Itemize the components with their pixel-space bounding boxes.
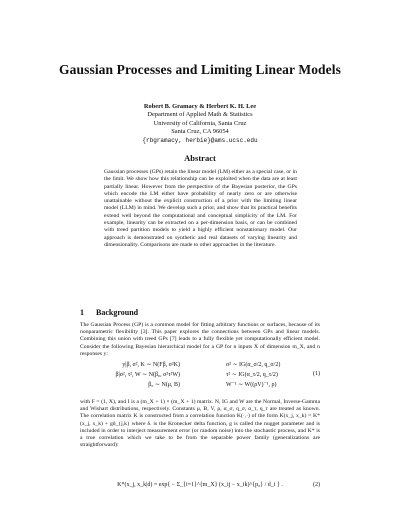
equation-1-right: σ² ∼ IG(α_σ/2, q_σ/2) (226, 362, 281, 368)
section-heading (80, 308, 138, 317)
equation-1-right: W⁻¹ ∼ W((ρV)⁻¹, ρ) (226, 382, 277, 388)
equation-1-right: τ² ∼ IG(α_τ/2, q_τ/2) (226, 372, 278, 378)
background-paragraph-2: with F = (1, X), and I is a (m_X + 1) × (m_X + 1) matrix. N, IG and W are the Normal, Inverse-Gamma and Wishart distributions, respectively. Constants μ, B, V, ρ, α_σ, q_σ, α_τ, q_τ are treated as known. The correlation matrix K is constructed from a correlation function K(·,·) of the form K(x_j, x_k) = K*(x_j, x_k) + gδ_{j,k} where δ. is the Kronecker delta function, g is called the nugget parameter and is included in order to interject measurement error (or random noise) into the stochastic process, and K* is a true correlation which we take to be from the separable power family (generalizations are straightforward): (80, 399, 320, 449)
author-names: Robert B. Gramacy & Herbert K. H. Lee (143, 103, 257, 110)
author-location: Santa Cruz, CA 96054 (171, 128, 229, 136)
abstract-heading: Abstract (184, 153, 216, 163)
equation-1 (80, 361, 320, 397)
section-title: Background (96, 308, 139, 317)
equation-1-row (80, 371, 320, 380)
background-paragraph-1: The Gaussian Process (GP) is a common model for fitting arbitrary functions or surfaces, because of its nonparametric flexibility [3]. This paper explores the connections between GPs and linear models. Combining this union with treed GPs [7] leads to a fully flexible yet computationally efficient model. Consider the following Bayesian hierarchical model for a GP for n inputs X of dimension m_X, and n responses y: (80, 322, 320, 357)
author-department: Department of Applied Math & Statistics (147, 111, 253, 119)
equation-1-row (80, 381, 320, 390)
author-university: University of California, Santa Cruz (153, 119, 247, 127)
section-number: 1 (80, 308, 84, 317)
equation-1-left: β|σ², τ², W ∼ N(β₀, σ²τ²W) (115, 372, 180, 378)
equation-1-left: y|β, σ², K ∼ N(Fβ, σ²K) (122, 362, 180, 368)
equation-1-row (80, 361, 320, 370)
abstract-text: Gaussian processes (GPs) retain the linear model (LM) either as a special case, or in the limit. We show how this relationship can be exploited when the data are at least partially linear. However from the perspective of the Bayesian posterior, the GPs which encode the LM either have probability of nearly zero or are otherwise unattainable without the explicit construction of a prior with the limiting linear model (LLM) in mind. We develop such a prior, and show that its practical benefits extend well beyond the computational and conceptual simplicity of the LM. For example, linearity can be extracted on a per-dimension basis, or can be combined with treed partition models to yield a highly efficient nonstationary model. Our approach is demonstrated on synthetic and real datasets of varying linearity and dimensionality. Comparisons are made to other approaches in the literature. (104, 169, 297, 248)
equation-2 (80, 482, 320, 491)
equation-1-left: β₀ ∼ N(μ, B) (148, 382, 180, 388)
author-block (0, 103, 400, 145)
equation-2-body: K*(x_j, x_k|d) = exp{ − Σ_{i=1}^{m_X} (x_ij − x_ik)^{p₀} / d_i } . (117, 482, 283, 488)
equation-1-number: (1) (313, 371, 320, 377)
author-email: {rbgramacy, herbie}@ams.ucsc.edu (142, 136, 258, 144)
paper-title: Gaussian Processes and Limiting Linear Models (59, 62, 341, 77)
equation-2-number: (2) (313, 482, 320, 488)
